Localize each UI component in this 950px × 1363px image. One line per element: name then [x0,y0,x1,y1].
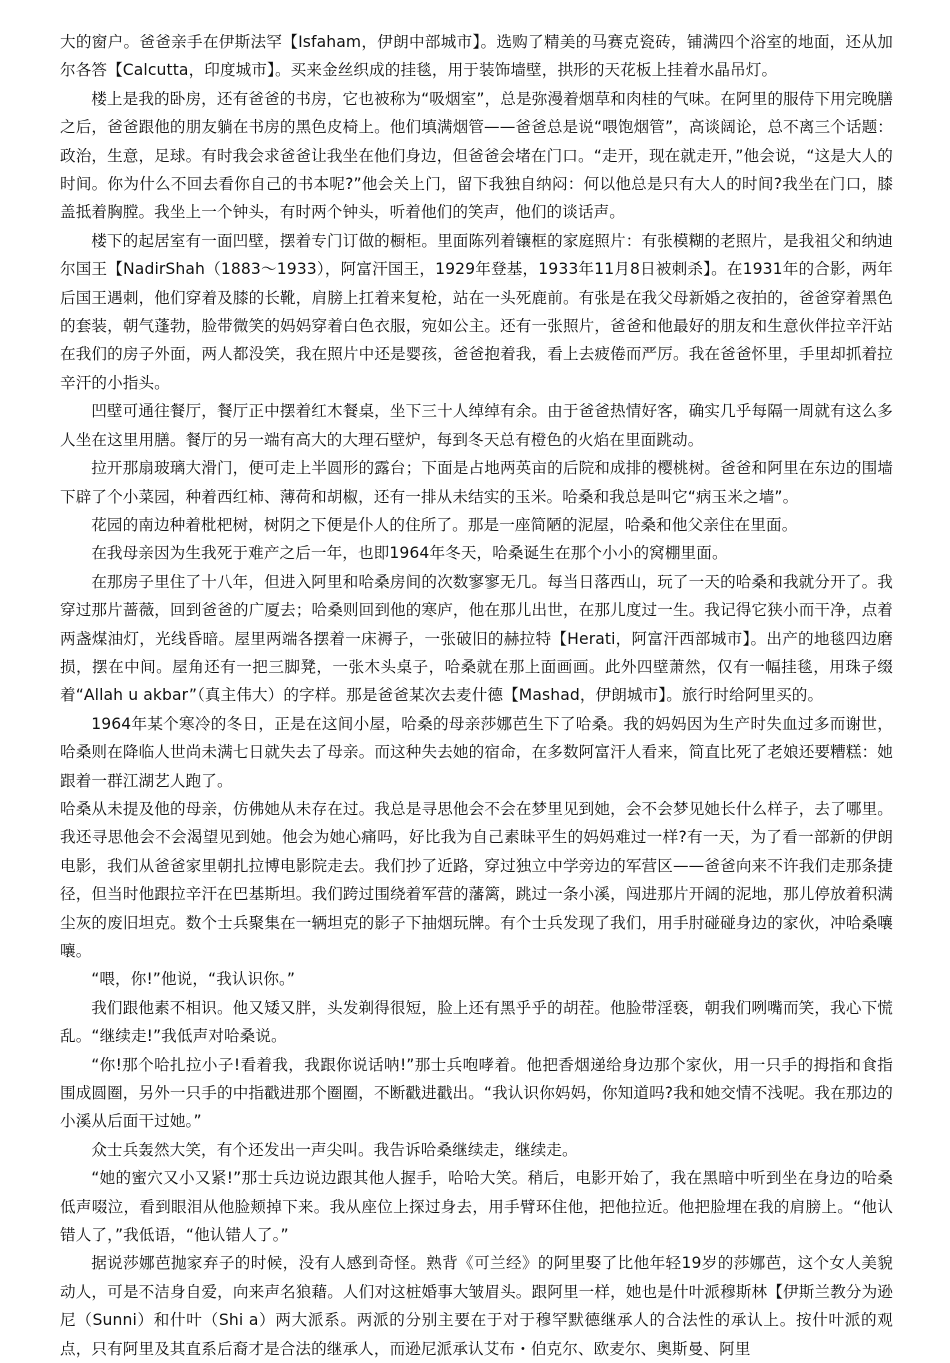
paragraph: 在我母亲因为生我死于难产之后一年，也即1964年冬天，哈桑诞生在那个小小的窝棚里面。 [91,544,728,563]
paragraph: 花园的南边种着枇杷树，树阴之下便是仆人的住所了。那是一座简陋的泥屋，哈桑和他父亲住在里面。 [91,515,798,534]
paragraph: 楼下的起居室有一面凹壁，摆着专门订做的橱柜。里面陈列着镶框的家庭照片：有张模糊的老照片，是我祖父和纳迪尔国王【NadirShah（1883～1933），阿富汗国王，1929年登基，1933年11月8日被刺杀】。在1931年的合影，两年后国王遇刺，他们穿着及膝的长靴，肩膀上扛着来复枪，站在一头死鹿前。有张是在我父母新婚之夜拍的，爸爸穿着黑色的套装，朝气蓬勃，脸带微笑的妈妈穿着白色衣服，宛如公主。还有一张照片，爸爸和他最好的朋友和生意伙伴拉辛汗站在我们的房子外面，两人都没笑，我在照片中还是婴孩，爸爸抱着我，看上去疲倦而严厉。我在爸爸怀里，手里却抓着拉辛汗的小指头。 [60,231,893,392]
paragraph: 我们跟他素不相识。他又矮又胖，头发剃得很短，脸上还有黑乎乎的胡茬。他脸带淫亵，朝我们咧嘴而笑，我心下慌乱。“继续走!”我低声对哈桑说。 [60,998,893,1046]
paragraph: 在那房子里住了十八年，但进入阿里和哈桑房间的次数寥寥无几。每当日落西山，玩了一天的哈桑和我就分开了。我穿过那片蔷薇，回到爸爸的广厦去；哈桑则回到他的寒庐，他在那儿出世，在那儿度过一生。我记得它狭小而干净，点着两盏煤油灯，光线昏暗。屋里两端各摆着一床褥子，一张破旧的赫拉特【Herati，阿富汗西部城市】。出产的地毯四边磨损，摆在中间。屋角还有一把三脚凳，一张木头桌子，哈桑就在那上面画画。此外四壁萧然，仅有一幅挂毯，用珠子缀着“Allah u akbar”（真主伟大）的字样。那是爸爸某次去麦什德【Mashad，伊朗城市】。旅行时给阿里买的。 [60,572,893,705]
paragraph: “你!那个哈扎拉小子!看着我，我跟你说话呐!”那士兵咆哮着。他把香烟递给身边那个家伙，用一只手的拇指和食指围成圆圈，另外一只手的中指戳进那个圈圈，不断戳进戳出。“我认识你妈妈，你知道吗?我和她交情不浅呢。我在那边的小溪从后面干过她。” [60,1055,893,1131]
paragraph: 大的窗户。爸爸亲手在伊斯法罕【Isfaham，伊朗中部城市】。选购了精美的马赛克瓷砖，铺满四个浴室的地面，还从加尔各答【Calcutta，印度城市】。买来金丝织成的挂毯，用于装饰墙壁，拱形的天花板上挂着水晶吊灯。 [60,33,893,80]
paragraph: 楼上是我的卧房，还有爸爸的书房，它也被称为“吸烟室”，总是弥漫着烟草和肉桂的气味。在阿里的服侍下用完晚膳之后，爸爸跟他的朋友躺在书房的黑色皮椅上。他们填满烟管——爸爸总是说“喂饱烟管”，高谈阔论，总不离三个话题：政治，生意，足球。有时我会求爸爸让我坐在他们身边，但爸爸会堵在门口。“走开，现在就走开，”他会说，“这是大人的时间。你为什么不回去看你自己的书本呢?”他会关上门，留下我独自纳闷：何以他总是只有大人的时间?我坐在门口，膝盖抵着胸膛。我坐上一个钟头，有时两个钟头，听着他们的笑声，他们的谈话声。 [60,89,893,222]
paragraph: 据说莎娜芭抛家弃子的时候，没有人感到奇怪。熟背《可兰经》的阿里娶了比他年轻19岁的莎娜芭，这个女人美貌动人，可是不洁身自爱，向来声名狼藉。人们对这桩婚事大皱眉头。跟阿里一样，她也是什叶派穆斯林【伊斯兰教分为逊尼（Sunni）和什叶（Shi a）两大派系。两派的分别主要在于对于穆罕默德继承人的合法性的承认上。按什叶派的观点，只有阿里及其直系后裔才是合法的继承人，而逊尼派承认艾布・伯克尔、欧麦尔、奥斯曼、阿里 [60,1254,893,1358]
paragraph: 众士兵轰然大笑，有个还发出一声尖叫。我告诉哈桑继续走，继续走。 [91,1140,578,1159]
paragraph: 拉开那扇玻璃大滑门，便可走上半圆形的露台；下面是占地两英亩的后院和成排的樱桃树。爸爸和阿里在东边的围墙下辟了个小菜园，种着西红柿、薄荷和胡椒，还有一排从未结实的玉米。哈桑和我总是叫它“病玉米之墙”。 [60,459,893,506]
paragraph: 1964年某个寒冷的冬日，正是在这间小屋，哈桑的母亲莎娜芭生下了哈桑。我的妈妈因为生产时失血过多而谢世，哈桑则在降临人世尚未满七日就失去了母亲。而这种失去她的宿命，在多数阿富汗人看来，简直比死了老娘还要糟糕：她跟着一群江湖艺人跑了。 [60,714,893,790]
paragraph: 凹壁可通往餐厅，餐厅正中摆着红木餐桌，坐下三十人绰绰有余。由于爸爸热情好客，确实几乎每隔一周就有这么多人坐在这里用膳。餐厅的另一端有高大的大理石壁炉，每到冬天总有橙色的火焰在里面跳动。 [60,402,893,449]
document-page [60,28,893,1363]
paragraph: “喂，你!”他说，“我认识你。” [91,970,296,989]
paragraph: 哈桑从未提及他的母亲，仿佛她从未存在过。我总是寻思他会不会在梦里见到她，会不会梦见她长什么样子，去了哪里。我还寻思他会不会渴望见到她。他会为她心痛吗，好比我为自己素昧平生的妈妈难过一样?有一天，为了看一部新的伊朗电影，我们从爸爸家里朝扎拉博电影院走去。我们抄了近路，穿过独立中学旁边的军营区——爸爸向来不许我们走那条捷径，但当时他跟拉辛汗在巴基斯坦。我们跨过围绕着军营的藩篱，跳过一条小溪，闯进那片开阔的泥地，那儿停放着积满尘灰的废旧坦克。数个士兵聚集在一辆坦克的影子下抽烟玩牌。有个士兵发现了我们，用手肘碰碰身边的家伙，冲哈桑嚷嚷。 [60,799,893,960]
paragraph: “她的蜜穴又小又紧!”那士兵边说边跟其他人握手，哈哈大笑。稍后，电影开始了，我在黑暗中听到坐在身边的哈桑低声啜泣，看到眼泪从他脸颊掉下来。我从座位上探过身去，用手臂环住他，把他拉近。他把脸埋在我的肩膀上。“他认错人了，”我低语，“他认错人了。” [60,1169,893,1245]
